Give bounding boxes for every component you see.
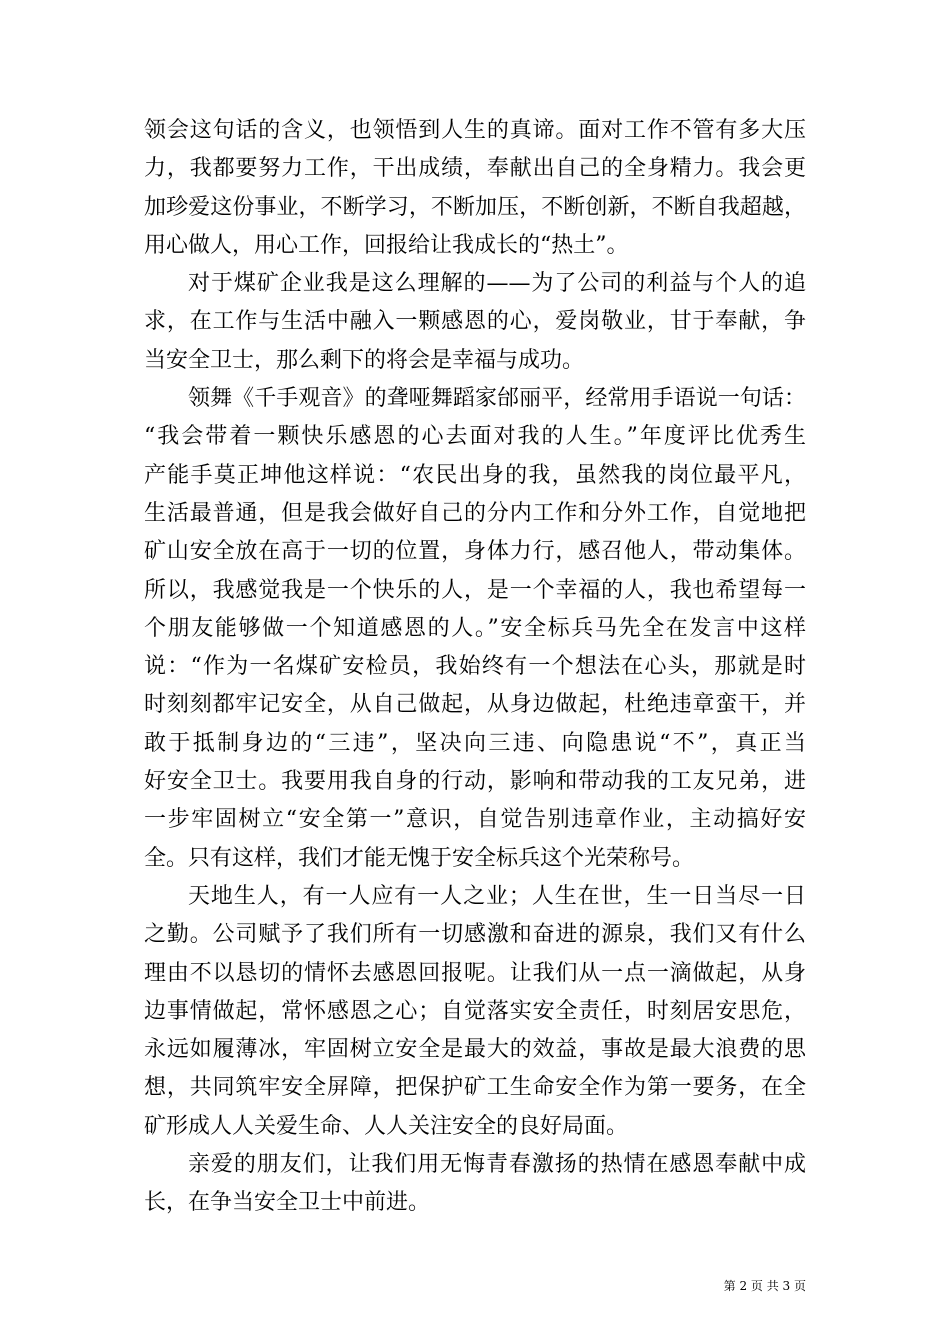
text-line: 说：“作为一名煤矿安检员，我始终有一个想法在心头，那就是时 [144,654,806,680]
text-line: 长，在争当安全卫士中前进。 [144,1190,431,1216]
text-line: 求，在工作与生活中融入一颗感恩的心，爱岗敬业，甘于奉献，争 [144,309,806,335]
paragraph [144,112,806,265]
text-line: 一步牢固树立“安全第一”意识，自觉告别违章作业，主动搞好安 [144,807,806,833]
text-line: 边事情做起，常怀感恩之心；自觉落实安全责任，时刻居安思危， [144,998,806,1024]
paragraph [144,265,806,380]
paragraph [144,380,806,878]
text-line: 当安全卫士，那么剩下的将会是幸福与成功。 [144,347,585,373]
text-line: 力，我都要努力工作，干出成绩，奉献出自己的全身精力。我会更 [144,156,806,182]
text-line: 敢于抵制身边的“三违”，坚决向三违、向隐患说“不”，真正当 [144,730,806,756]
text-line: 想，共同筑牢安全屏障，把保护矿工生命安全作为第一要务，在全 [144,1075,806,1101]
text-line: 个朋友能够做一个知道感恩的人。”安全标兵马先全在发言中这样 [144,615,806,641]
text-line: 永远如履薄冰，牢固树立安全是最大的效益，事故是最大浪费的思 [144,1037,806,1063]
text-line: 全。只有这样，我们才能无愧于安全标兵这个光荣称号。 [144,845,695,871]
text-line: 好安全卫士。我要用我自身的行动，影响和带动我的工友兄弟，进 [144,769,806,795]
document-body [144,112,806,1223]
paragraph [144,1146,806,1223]
text-line: 天地生人，有一人应有一人之业；人生在世，生一日当尽一日 [188,883,806,909]
text-line: 时刻刻都牢记安全，从自己做起，从身边做起，杜绝违章蛮干，并 [144,692,806,718]
text-line: 用心做人，用心工作，回报给让我成长的“热土”。 [144,232,629,258]
text-line: 亲爱的朋友们，让我们用无悔青春激扬的热情在感恩奉献中成 [188,1152,806,1178]
text-line: 加珍爱这份事业，不断学习，不断加压，不断创新，不断自我超越， [144,194,806,220]
text-line: 领舞《千手观音》的聋哑舞蹈家邰丽平，经常用手语说一句话： [188,386,806,412]
text-line: 矿形成人人关爱生命、人人关注安全的良好局面。 [144,1113,629,1139]
text-line: “我会带着一颗快乐感恩的心去面对我的人生。”年度评比优秀生 [144,424,806,450]
paragraph [144,878,806,1146]
text-line: 理由不以恳切的情怀去感恩回报呢。让我们从一点一滴做起，从身 [144,960,806,986]
text-line: 领会这句话的含义，也领悟到人生的真谛。面对工作不管有多大压 [144,118,806,143]
text-line: 矿山安全放在高于一切的位置，身体力行，感召他人，带动集体。 [144,539,806,565]
text-line: 生活最普通，但是我会做好自己的分内工作和分外工作，自觉地把 [144,500,806,526]
text-line: 产能手莫正坤他这样说：“农民出身的我，虽然我的岗位最平凡， [144,462,806,488]
text-line: 之勤。公司赋予了我们所有一切感激和奋进的源泉，我们又有什么 [144,922,806,948]
text-line: 对于煤矿企业我是这么理解的——为了公司的利益与个人的追 [188,271,806,297]
text-line: 所以，我感觉我是一个快乐的人，是一个幸福的人，我也希望每一 [144,577,806,603]
page-number: 第 2 页 共 3 页 [723,1279,806,1293]
